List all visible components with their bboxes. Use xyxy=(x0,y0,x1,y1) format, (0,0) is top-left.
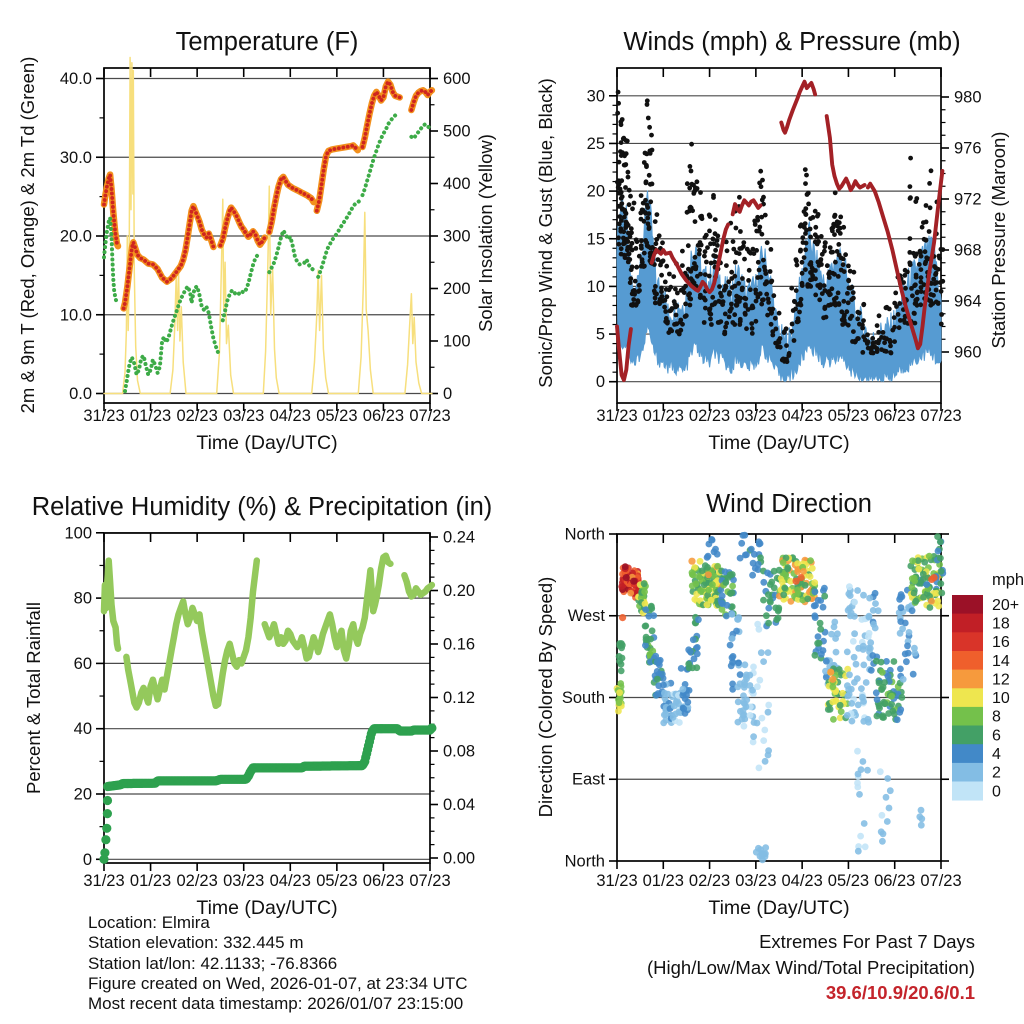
x-tick-label: 02/23 xyxy=(688,407,731,425)
x-tick-label: 01/23 xyxy=(129,407,172,425)
figure-created-timestamp: Figure created on Wed, 2026-01-07, at 23:34 UTC xyxy=(88,973,468,993)
wind-direction-point xyxy=(630,578,637,585)
y-tick-label-right: 968 xyxy=(954,241,982,260)
x-tick-label: 01/23 xyxy=(129,872,172,890)
y-tick-label: 0.0 xyxy=(69,385,92,403)
most-recent-data-timestamp: Most recent data timestamp: 2026/01/07 23:15:00 xyxy=(88,994,464,1014)
y-tick-label: 10.0 xyxy=(59,306,92,325)
wind-direction-point xyxy=(798,574,805,581)
y-tick-label-right: 600 xyxy=(443,70,471,88)
colorbar-swatch xyxy=(952,707,983,726)
x-tick-label: 06/23 xyxy=(874,872,916,890)
x-tick-label: 07/23 xyxy=(409,872,451,890)
colorbar-label: 16 xyxy=(992,634,1010,652)
x-tick-label: 31/23 xyxy=(83,407,125,425)
series-2m-dewpoint-green xyxy=(318,201,360,277)
x-tick-label: 06/23 xyxy=(362,407,405,425)
y-tick-label-right: 964 xyxy=(954,292,982,311)
station-elevation: Station elevation: 332.445 m xyxy=(88,933,304,953)
winds-pressure-ylabel-left: Sonic/Prop Wind & Gust (Blue, Black) xyxy=(535,78,556,388)
x-tick-label: 07/23 xyxy=(409,407,451,425)
colorbar-label: 12 xyxy=(992,671,1010,689)
x-tick-label: 07/23 xyxy=(920,872,962,890)
y-tick-label: 0 xyxy=(595,373,605,392)
winds-pressure-title: Winds (mph) & Pressure (mb) xyxy=(623,28,961,56)
wind-direction-point xyxy=(829,676,836,683)
extremes-title: Extremes For Past 7 Days xyxy=(759,931,975,952)
y-tick-label-right: 400 xyxy=(443,175,471,193)
x-tick-label: 04/23 xyxy=(269,407,311,425)
colorbar-swatch xyxy=(952,744,983,763)
y-tick-label: 5 xyxy=(595,325,605,344)
panel-winds-pressure xyxy=(535,28,1009,454)
colorbar-swatch xyxy=(952,688,983,707)
wind-direction-title: Wind Direction xyxy=(706,490,872,518)
x-tick-label: 06/23 xyxy=(362,872,405,890)
speed-colorbar xyxy=(952,571,1024,801)
y-tick-label: North xyxy=(564,525,605,544)
colorbar-label: 0 xyxy=(992,783,1001,801)
series-2m-dewpoint-green xyxy=(411,124,432,138)
x-tick-label: 31/23 xyxy=(596,407,638,425)
station-location: Location: Elmira xyxy=(88,913,210,932)
y-tick-label: 25 xyxy=(586,134,605,153)
wind-direction-point xyxy=(827,669,834,676)
y-tick-label: 20 xyxy=(73,785,92,804)
y-tick-label: 10 xyxy=(586,277,605,296)
y-tick-label-right: 0.20 xyxy=(443,582,476,600)
station-latlon: Station lat/lon: 42.1133; -76.8366 xyxy=(88,953,338,973)
x-tick-label: 05/23 xyxy=(316,872,358,890)
y-tick-label: 80 xyxy=(73,589,92,608)
colorbar-label: 18 xyxy=(992,615,1010,633)
x-axis-label: Time (Day/UTC) xyxy=(708,432,850,454)
panel-humidity-precip xyxy=(23,493,492,919)
y-tick-label: 30.0 xyxy=(59,148,92,167)
x-tick-label: 31/23 xyxy=(596,872,638,890)
x-tick-label: 04/23 xyxy=(781,407,823,425)
y-tick-label: North xyxy=(564,852,605,871)
temperature-ylabel-left: 2m & 9m T (Red, Orange) & 2m Td (Green) xyxy=(17,56,38,414)
y-tick-label: 0 xyxy=(82,850,92,869)
wind-direction-ylabel-left: Direction (Colored By Speed) xyxy=(535,576,556,818)
series-2m-dewpoint-green xyxy=(269,231,313,273)
panel-wind-direction xyxy=(535,490,962,919)
y-tick-label-right: 0.08 xyxy=(443,742,476,761)
colorbar-label: 8 xyxy=(992,708,1001,726)
colorbar-label: 2 xyxy=(992,764,1001,782)
y-tick-label-right: 200 xyxy=(443,280,471,298)
y-tick-label-right: 0.00 xyxy=(443,849,476,868)
x-tick-label: 06/23 xyxy=(874,407,916,425)
extremes-values: 39.6/10.9/20.6/0.1 xyxy=(825,982,975,1003)
wind-direction-point xyxy=(688,558,695,565)
wind-direction-point xyxy=(623,574,630,581)
series-relative-humidity xyxy=(265,556,391,659)
x-tick-label: 05/23 xyxy=(827,407,870,425)
colorbar-swatch xyxy=(952,670,983,689)
y-tick-label: 40.0 xyxy=(59,70,92,88)
extremes-subtitle: (High/Low/Max Wind/Total Precipitation) xyxy=(647,956,975,978)
x-axis-label: Time (Day/UTC) xyxy=(196,432,338,454)
colorbar-label: 20+ xyxy=(992,596,1020,614)
winds-pressure-ylabel-right: Station Pressure (Maroon) xyxy=(988,131,1009,349)
panel-temperature xyxy=(17,28,496,454)
x-tick-label: 05/23 xyxy=(316,407,358,425)
x-tick-label: 02/23 xyxy=(176,407,218,425)
y-tick-label-right: 972 xyxy=(954,190,982,209)
colorbar-swatch xyxy=(952,651,983,670)
y-tick-label-right: 0.04 xyxy=(443,796,476,814)
colorbar-swatch xyxy=(952,595,983,614)
series-relative-humidity xyxy=(104,561,118,649)
colorbar-swatch xyxy=(952,763,983,782)
y-tick-label: 100 xyxy=(64,524,92,543)
x-tick-label: 04/23 xyxy=(269,872,311,890)
temperature-title: Temperature (F) xyxy=(175,28,359,56)
station-info-block xyxy=(88,913,468,1014)
colorbar-label: 6 xyxy=(992,727,1001,745)
y-tick-label: 30 xyxy=(586,87,605,106)
x-tick-label: 03/23 xyxy=(735,872,777,890)
x-tick-label: 03/23 xyxy=(223,407,265,425)
y-tick-label: 60 xyxy=(73,654,92,673)
x-tick-label: 02/23 xyxy=(176,872,218,890)
y-tick-label-right: 976 xyxy=(954,139,982,158)
humidity-precip-title: Relative Humidity (%) & Precipitation (in) xyxy=(31,493,493,521)
y-tick-label-right: 0.24 xyxy=(443,528,476,547)
humidity-precip-ylabel-left: Percent & Total Rainfall xyxy=(23,602,44,794)
extremes-block xyxy=(647,929,975,1006)
x-tick-label: 03/23 xyxy=(223,872,265,890)
colorbar-label: 14 xyxy=(992,652,1010,670)
y-tick-label: 40 xyxy=(73,720,92,739)
colorbar-swatch xyxy=(952,782,983,801)
y-tick-label: West xyxy=(567,607,605,626)
colorbar-swatch xyxy=(952,632,983,651)
colorbar-swatch xyxy=(952,726,983,745)
y-tick-label-right: 980 xyxy=(954,88,982,107)
temperature-ylabel-right: Solar Insolation (Yellow) xyxy=(475,134,496,332)
x-tick-label: 05/23 xyxy=(827,872,870,890)
y-tick-label-right: 960 xyxy=(954,343,982,362)
y-tick-label: South xyxy=(561,688,605,707)
series-pressure-maroon xyxy=(827,116,865,190)
series-pressure-maroon xyxy=(781,82,815,133)
colorbar-swatch xyxy=(952,614,983,633)
y-tick-label: East xyxy=(571,770,605,789)
y-tick-label: 15 xyxy=(586,230,605,249)
y-tick-label-right: 300 xyxy=(443,227,471,246)
series-relative-humidity xyxy=(404,575,432,596)
x-tick-label: 01/23 xyxy=(642,872,684,890)
wind-direction-point xyxy=(619,614,626,621)
y-tick-label-right: 0.12 xyxy=(443,689,476,707)
y-tick-label-right: 100 xyxy=(443,332,471,351)
colorbar-title: mph xyxy=(992,571,1024,589)
y-tick-label-right: 0 xyxy=(443,385,453,403)
x-tick-label: 03/23 xyxy=(735,407,777,425)
x-axis-label: Time (Day/UTC) xyxy=(196,897,338,919)
y-tick-label-right: 0.16 xyxy=(443,635,476,654)
series-2m-dewpoint-green xyxy=(223,255,258,320)
x-tick-label: 07/23 xyxy=(920,407,962,425)
colorbar-label: 4 xyxy=(992,746,1001,764)
x-tick-label: 31/23 xyxy=(83,872,125,890)
y-tick-label: 20.0 xyxy=(59,227,92,246)
series-relative-humidity xyxy=(126,561,256,708)
x-tick-label: 01/23 xyxy=(642,407,684,425)
x-tick-label: 02/23 xyxy=(688,872,731,890)
colorbar-label: 10 xyxy=(992,690,1010,708)
x-axis-label: Time (Day/UTC) xyxy=(708,897,850,919)
x-tick-label: 04/23 xyxy=(781,872,823,890)
y-tick-label-right: 500 xyxy=(443,122,471,141)
y-tick-label: 20 xyxy=(586,182,605,201)
wind-direction-point xyxy=(931,574,938,581)
